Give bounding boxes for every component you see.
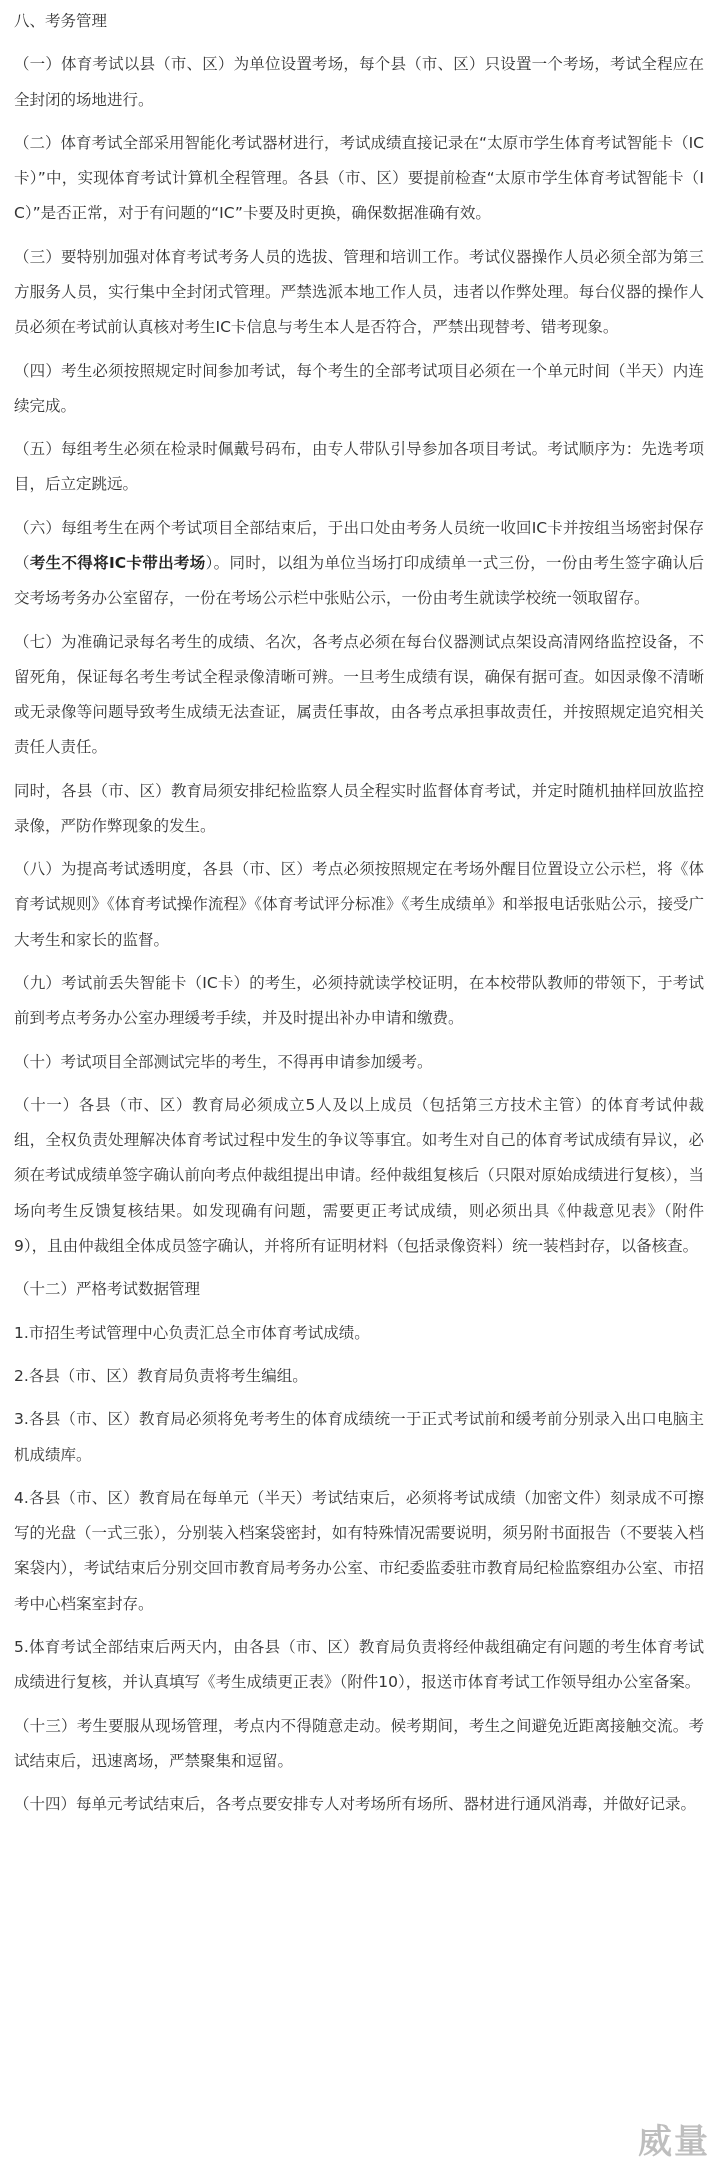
paragraph-3: （三）要特别加强对体育考试考务人员的选拔、管理和培训工作。考试仪器操作人员必须全部为第三方服务人员，实行集中全封闭式管理。严禁选派本地工作人员，违者以作弊处理。每台仪器的操作人员必须在考试前认真核对考生IC卡信息与考生本人是否符合，严禁出现替考、错考现象。: [14, 247, 704, 337]
paragraph-9: （九）考试前丢失智能卡（IC卡）的考生，必须持就读学校证明，在本校带队教师的带领下，于考试前到考点考务办公室办理缓考手续，并及时提出补办申请和缴费。: [14, 973, 704, 1028]
paragraph-13: （十三）考生要服从现场管理，考点内不得随意走动。候考期间，考生之间避免近距离接触交流。考试结束后，迅速离场，严禁聚集和逗留。: [14, 1716, 704, 1770]
paragraph-12-item-1: 1.市招生考试管理中心负责汇总全市体育考试成绩。: [14, 1323, 370, 1342]
paragraph-8: （八）为提高考试透明度，各县（市、区）考点必须按照规定在考场外醒目位置设立公示栏，将《体育考试规则》《体育考试操作流程》《体育考试评分标准》《考生成绩单》和举报电话张贴公示，接受广大考生和家长的监督。: [14, 860, 704, 949]
paragraph-12-item-4: 4.各县（市、区）教育局在每单元（半天）考试结束后，必须将考试成绩（加密文件）刻录成不可擦写的光盘（一式三张），分别装入档案袋密封，如有特殊情况需要说明，须另附书面报告（不要装入档案袋内），考试结束后分别交回市教育局考务办公室、市纪委监委驻市教育局纪检监察组办公室、市招考中心档案室封存。: [14, 1488, 704, 1613]
paragraph-12-heading: （十二）严格考试数据管理: [14, 1280, 201, 1299]
paragraph-11: （十一）各县（市、区）教育局必须成立5人及以上成员（包括第三方技术主管）的体育考试仲裁组，全权负责处理解决体育考试过程中发生的争议等事宜。如考生对自己的体育考试成绩有异议，必须在考试成绩单签字确认前向考点仲裁组提出申请。经仲裁组复核后（只限对原始成绩进行复核），当场向考生反馈复核结果。如发现确有问题，需要更正考试成绩，则必须出具《仲裁意见表》（附件9），且由仲裁组全体成员签字确认，并将所有证明材料（包括录像资料）统一装档封存，以备核查。: [14, 1095, 704, 1255]
paragraph-7: （七）为准确记录每名考生的成绩、名次，各考点必须在每台仪器测试点架设高清网络监控设备，不留死角，保证每名考生考试全程录像清晰可辨。一旦考生成绩有误，确保有据可查。如因录像不清晰或无录像等问题导致考生成绩无法查证，属责任事故，由各考点承担事故责任，并按照规定追究相关责任人责任。: [14, 632, 704, 757]
paragraph-7-continued: 同时，各县（市、区）教育局须安排纪检监察人员全程实时监督体育考试，并定时随机抽样回放监控录像，严防作弊现象的发生。: [14, 781, 704, 835]
paragraph-6-part-c: ）。同时，以组为单位当场打印成绩单一式三份，一份由考生签字确认后交考场考务办公室留存，一份在考场公示栏中张贴公示，一份由考生就读学校统一领取留存。: [14, 553, 704, 608]
paragraph-6-part-a: （六）每组考生在两个考试项目全部结束后，于出口处由考务人员统一收回IC卡并按组当场密封保存（: [14, 518, 704, 572]
paragraph-6: [14, 511, 704, 617]
section-title: 八、考务管理: [14, 12, 108, 30]
paragraph-2: （二）体育考试全部采用智能化考试器材进行，考试成绩直接记录在“太原市学生体育考试智能卡（IC卡）”中，实现体育考试计算机全程管理。各县（市、区）要提前检查“太原市学生体育考试智能卡（IC）”是否正常，对于有问题的“IC”卡要及时更换，确保数据准确有效。: [14, 133, 704, 223]
paragraph-10: （十）考试项目全部测试完毕的考生，不得再申请参加缓考。: [14, 1052, 433, 1071]
paragraph-6-emphasis: 考生不得将IC卡带出考场: [29, 553, 206, 572]
paragraph-5: （五）每组考生必须在检录时佩戴号码布，由专人带队引导参加各项目考试。考试顺序为：先选考项目，后立定跳远。: [14, 440, 704, 494]
paragraph-4: （四）考生必须按照规定时间参加考试，每个考生的全部考试项目必须在一个单元时间（半天）内连续完成。: [14, 361, 704, 415]
paragraph-12-item-5: 5.体育考试全部结束后两天内，由各县（市、区）教育局负责将经仲裁组确定有问题的考生体育考试成绩进行复核，并认真填写《考生成绩更正表》（附件10），报送市体育考试工作领导组办公室备案。: [14, 1637, 704, 1692]
watermark-logo: 威量: [638, 2122, 710, 2162]
paragraph-12-item-3: 3.各县（市、区）教育局必须将免考考生的体育成绩统一于正式考试前和缓考前分别录入出口电脑主机成绩库。: [14, 1410, 704, 1464]
document-body: [14, 4, 704, 1830]
paragraph-1: （一）体育考试以县（市、区）为单位设置考场，每个县（市、区）只设置一个考场，考试全程应在全封闭的场地进行。: [14, 55, 704, 109]
paragraph-14: （十四）每单元考试结束后，各考点要安排专人对考场所有场所、器材进行通风消毒，并做好记录。: [14, 1795, 697, 1814]
paragraph-12-item-2: 2.各县（市、区）教育局负责将考生编组。: [14, 1366, 308, 1385]
